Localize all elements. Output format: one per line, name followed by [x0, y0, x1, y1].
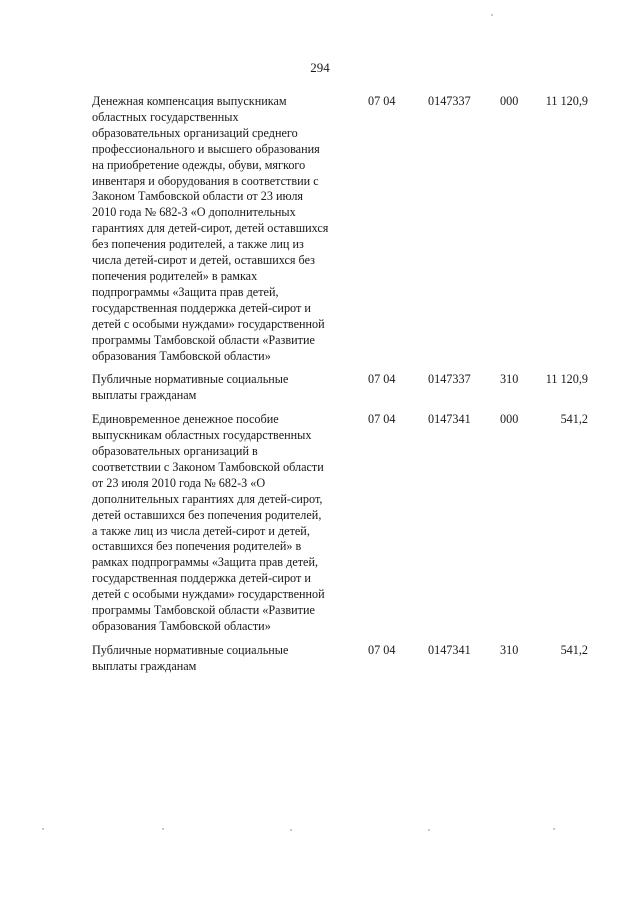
expense-type-code: 000: [500, 412, 519, 427]
description-line: выпускникам областных государственных: [92, 428, 312, 443]
description-line: на приобретение одежды, обуви, мягкого: [92, 157, 306, 172]
target-code: 0147337: [428, 372, 471, 387]
description-line: от 23 июля 2010 года № 682-З «О: [92, 475, 266, 490]
target-code: 0147341: [428, 642, 471, 657]
description-line: государственная поддержка детей-сирот и: [92, 571, 311, 586]
description-line: выплаты гражданам: [92, 658, 197, 673]
description-line: инвентаря и оборудования в соответствии с: [92, 173, 319, 188]
section-code: 07 04: [368, 94, 396, 108]
amount: 11 120,9: [545, 372, 588, 387]
description-line: детей с особыми нуждами» государственной: [92, 587, 325, 602]
amount: 11 120,9: [545, 94, 588, 108]
amount: 541,2: [560, 412, 588, 427]
scan-speck: [290, 829, 292, 831]
table-row: [92, 94, 592, 364]
description-line: образования Тамбовской области»: [92, 348, 271, 363]
description-line: образовательных организаций среднего: [92, 125, 298, 140]
expense-type-code: 310: [500, 372, 519, 387]
scan-speck: [553, 828, 555, 830]
description-line: областных государственных: [92, 109, 239, 124]
description-line: Публичные нормативные социальные: [92, 642, 289, 657]
description-line: выплаты гражданам: [92, 388, 197, 403]
description-line: образования Тамбовской области»: [92, 619, 271, 633]
description-line: детей с особыми нуждами» государственной: [92, 316, 325, 331]
description-line: рамках подпрограммы «Защита прав детей,: [92, 555, 319, 570]
description-line: Денежная компенсация выпускникам: [92, 94, 287, 108]
description-line: профессионального и высшего образования: [92, 141, 320, 156]
description-line: программы Тамбовской области «Развитие: [92, 332, 315, 347]
description-line: программы Тамбовской области «Развитие: [92, 603, 315, 618]
description-line: числа детей-сирот и детей, оставшихся без: [92, 253, 315, 268]
description-line: Законом Тамбовской области от 23 июля: [92, 189, 304, 204]
row-description: [92, 372, 354, 404]
row-description: [92, 643, 354, 675]
target-code: 0147337: [428, 94, 471, 108]
scan-speck: [491, 14, 493, 16]
description-line: государственная поддержка детей-сирот и: [92, 300, 311, 315]
description-line: образовательных организаций в: [92, 444, 258, 459]
description-line: Публичные нормативные социальные: [92, 372, 289, 387]
scan-speck: [428, 829, 430, 831]
description-line: 2010 года № 682-З «О дополнительных: [92, 205, 296, 220]
row-description: [92, 412, 354, 635]
description-line: попечения родителей» в рамках: [92, 268, 258, 283]
amount: 541,2: [560, 642, 588, 657]
page-number: 294: [310, 60, 330, 75]
description-line: гарантиях для детей-сирот, детей оставшихся: [92, 221, 329, 236]
table-row: [92, 372, 592, 404]
description-line: а также лиц из числа детей-сирот и детей,: [92, 523, 310, 538]
description-line: подпрограммы «Защита прав детей,: [92, 284, 279, 299]
description-line: детей оставшихся без попечения родителей,: [92, 507, 322, 522]
expense-type-code: 000: [500, 94, 519, 108]
table-row: [92, 643, 592, 675]
scan-speck: [162, 828, 164, 830]
description-line: соответствии с Законом Тамбовской области: [92, 459, 324, 474]
scan-speck: [42, 828, 44, 830]
target-code: 0147341: [428, 412, 471, 427]
budget-table: [92, 94, 592, 683]
description-line: оставшихся без попечения родителей» в: [92, 539, 302, 554]
section-code: 07 04: [368, 412, 396, 427]
description-line: без попечения родителей, а также лиц из: [92, 237, 304, 252]
section-code: 07 04: [368, 372, 396, 387]
expense-type-code: 310: [500, 642, 519, 657]
table-row: [92, 412, 592, 635]
description-line: дополнительных гарантиях для детей-сирот,: [92, 491, 323, 506]
row-description: [92, 94, 354, 364]
description-line: Единовременное денежное пособие: [92, 412, 279, 427]
section-code: 07 04: [368, 642, 396, 657]
